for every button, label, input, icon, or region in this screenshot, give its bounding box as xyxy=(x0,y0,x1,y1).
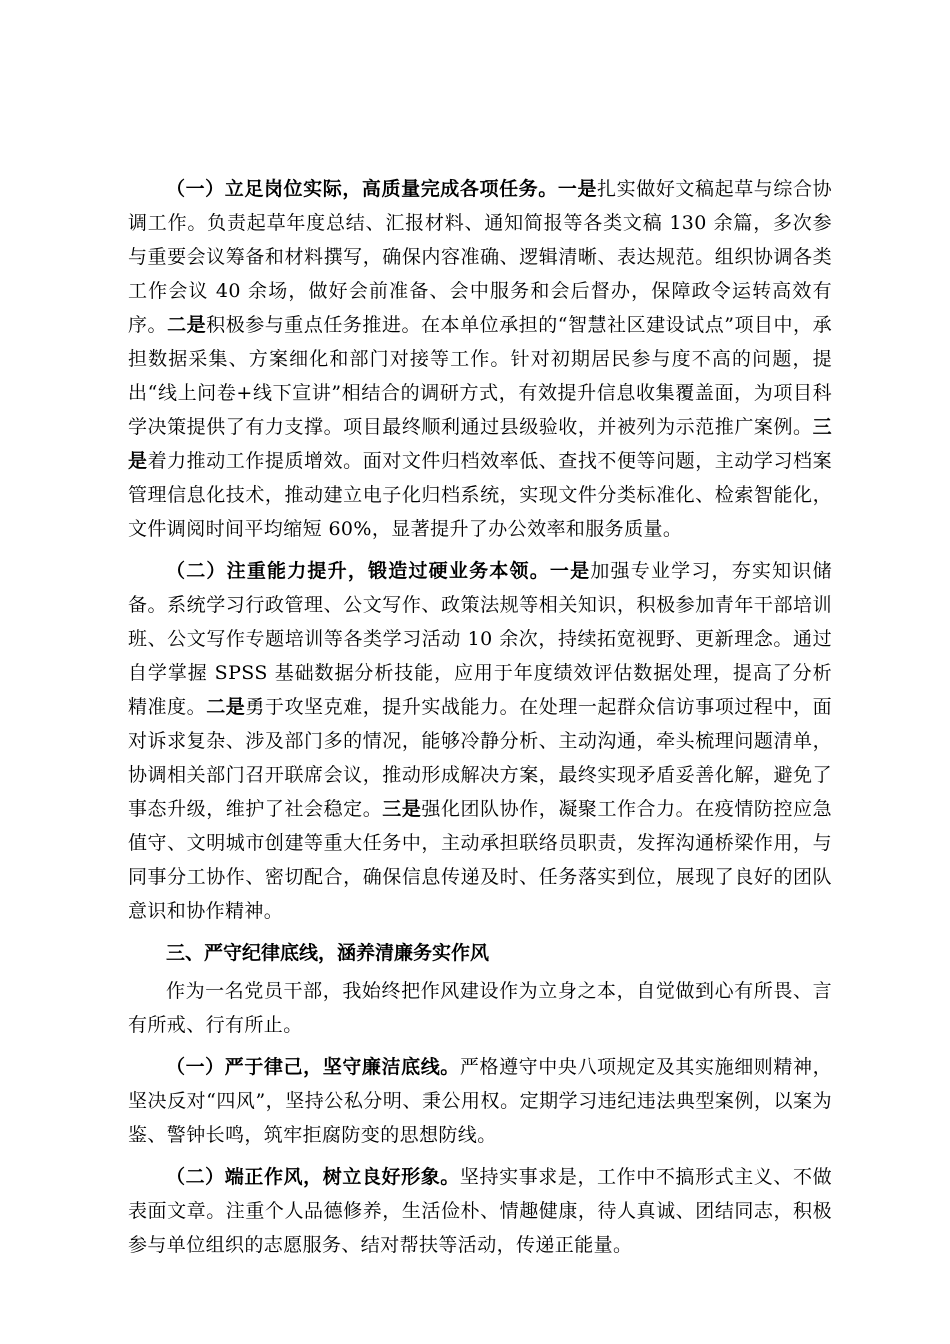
point-marker: 三是 xyxy=(128,416,832,472)
point-text: 加强专业学习，夯实知识储备。系统学习行政管理、公文写作、政策法规等相关知识，积极参加青年干部培训班、公文写作专题培训等各类学习活动 10 余次，持续拓宽视野、更新理念。通过自学掌握 SPSS 基础数据分析技能，应用于年度绩效评估数据处理，提高了分析精准度。 xyxy=(128,560,832,718)
point-text: 积极参与重点任务推进。在本单位承担的“智慧社区建设试点”项目中，承担数据采集、方案细化和部门对接等工作。针对初期居民参与度不高的问题，提出“线上问卷+线下宣讲”相结合的调研方式，有效提升信息收集覆盖面，为项目科学决策提供了有力支撑。项目最终顺利通过县级验收，并被列为示范推广案例。 xyxy=(128,314,832,438)
point-marker: 三是 xyxy=(382,798,422,820)
point-marker: 二是 xyxy=(206,696,246,718)
paragraph-text: 严格遵守中央八项规定及其实施细则精神，坚决反对“四风”，坚持公私分明、秉公用权。定期学习违纪违法典型案例，以案为鉴、警钟长鸣，筑牢拒腐防变的思想防线。 xyxy=(128,1056,832,1146)
paragraph-section-intro: 作为一名党员干部，我始终把作风建设作为立身之本，自觉做到心有所畏、言有所戒、行有所止。 xyxy=(128,980,832,1036)
point-text: 强化团队协作，凝聚工作合力。在疫情防控应急值守、文明城市创建等重大任务中，主动承担联络员职责，发挥沟通桥梁作用，与同事分工协作、密切配合，确保信息传递及时、任务落实到位，展现了良好的团队意识和协作精神。 xyxy=(128,798,832,922)
point-marker: 二是 xyxy=(167,314,207,336)
paragraph-work-style xyxy=(128,1160,832,1262)
document-page xyxy=(128,172,832,1270)
point-marker: 一是 xyxy=(549,560,591,582)
paragraph-self-discipline xyxy=(128,1050,832,1152)
paragraph-ability-improvement xyxy=(128,554,832,928)
paragraph-text: 坚持实事求是，工作中不搞形式主义、不做表面文章。注重个人品德修养，生活俭朴、情趣健康，待人真诚、团结同志，积极参与单位组织的志愿服务、结对帮扶等活动，传递正能量。 xyxy=(128,1166,832,1256)
paragraph-task-completion xyxy=(128,172,832,546)
point-text: 扎实做好文稿起草与综合协调工作。负责起草年度总结、汇报材料、通知简报等各类文稿 130 余篇，多次参与重要会议筹备和材料撰写，确保内容准确、逻辑清晰、表达规范。组织协调各类工作会议 40 余场，做好会前准备、会中服务和会后督办，保障政令运转高效有序。 xyxy=(128,178,832,336)
point-text: 着力推动工作提质增效。面对文件归档效率低、查找不便等问题，主动学习档案管理信息化技术，推动建立电子化归档系统，实现文件分类标准化、检索智能化，文件调阅时间平均缩短 60%，显著提升了办公效率和服务质量。 xyxy=(128,450,832,540)
paragraph-lead: （二）注重能力提升，锻造过硬业务本领。 xyxy=(166,560,550,582)
section-heading: 三、严守纪律底线，涵养清廉务实作风 xyxy=(166,942,490,964)
paragraph-lead: （一）立足岗位实际，高质量完成各项任务。 xyxy=(166,178,558,200)
point-text: 勇于攻坚克难，提升实战能力。在处理一起群众信访事项过程中，面对诉求复杂、涉及部门多的情况，能够冷静分析、主动沟通，牵头梳理问题清单，协调相关部门召开联席会议，推动形成解决方案，最终实现矛盾妥善化解，避免了事态升级，维护了社会稳定。 xyxy=(128,696,832,820)
point-marker: 一是 xyxy=(557,178,598,200)
paragraph-lead: （二）端正作风，树立良好形象。 xyxy=(166,1166,460,1188)
paragraph-lead: （一）严于律己，坚守廉洁底线。 xyxy=(166,1056,460,1078)
